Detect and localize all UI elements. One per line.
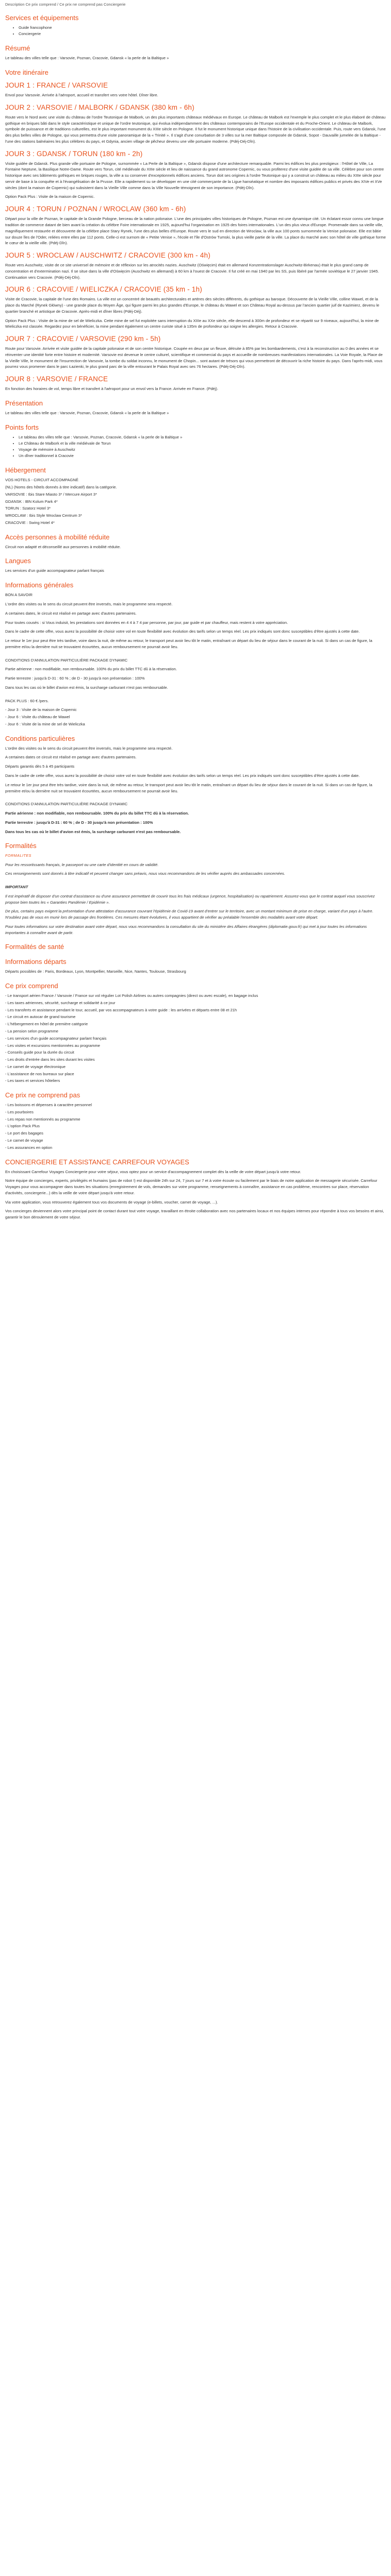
included-item: - Le circuit en autocar de grand tourisme xyxy=(5,1014,76,1020)
pack-plus-line: - Jour 6 : Visite de la mine de sel de Wieliczka xyxy=(5,721,85,726)
excluded-list xyxy=(5,1102,386,1150)
breadcrumb-home-link[interactable]: Description Ce prix comprend xyxy=(5,2,56,7)
excluded-title: Ce prix ne comprend pas xyxy=(5,1091,80,1099)
day-text: Visite de Cracovie, la capitale de l'une des Romains. La ville est un concentré de beautés architecturales et artères des siècles différents, du gothique au baroque. Découverte de la Vieille Ville, colline Wawel, et de la place du Marché (Rynek Główny) - une grande place du Moyen Âge, qui figure parmi les plus grandes d'Europe, le château du Wawel et son Château Royal au-dessus par l'ancien quartier juif de Kazimierz, devenu le quartier branché et artistique de Cracovie. Après-midi et dîner libres (Pdéj-Déj). xyxy=(5,297,380,314)
particular-cancellation-line: Dans tous les cas où le billet d'avion est émis, la surcharge carburant n'est pas remboursable. xyxy=(5,829,181,834)
day-title: JOUR 5 : WROCLAW / AUSCHWITZ / CRACOVIE (300 km - 4h) xyxy=(5,251,210,260)
included-title: Ce prix comprend xyxy=(5,982,58,990)
day-1 xyxy=(5,81,386,98)
formalities-important-para: Il est impératif de disposer d'un contrat d'assistance ou d'une assurance permettant de couvrir tous les frais médicaux (urgence, hospitalisation) ou rapatriement. Assurez-vous que le contrat auquel vous souscrivez propose bien toutes les « Garanties Pandémie / Epidémie ». xyxy=(5,893,375,905)
languages-text: Les services d'un guide accompagnateur parlant français xyxy=(5,568,104,573)
included-item: - Les taxes et services hôteliers xyxy=(5,1078,60,1083)
day-title: JOUR 8 : VARSOVIE / FRANCE xyxy=(5,375,108,383)
excluded-item: - Les boissons et dépenses à caractère personnel xyxy=(5,1103,92,1108)
day-title: JOUR 2 : VARSOVIE / MALBORK / GDANSK (380 km - 6h) xyxy=(5,103,194,111)
itinerary-title: Votre itinéraire xyxy=(5,69,48,77)
lodging-line: WROCLAW : Ibis Style Wroclaw Centrum 3* xyxy=(5,513,82,518)
health-title: Formalités de santé xyxy=(5,943,64,951)
particular-cancellation-line: Partie aérienne : non modifiable, non remboursable. 100% du prix du billet TTC dû à la réservation. xyxy=(5,811,189,816)
day-title: JOUR 6 : CRACOVIE / WIELICZKA / CRACOVIE (35 km - 1h) xyxy=(5,285,202,294)
services-title: Services et équipements xyxy=(5,14,79,22)
concierge-para: Via votre application, vous retrouverez également tous vos documents de voyage (e-billets, voucher, carnet de voyage, ...). xyxy=(5,1199,218,1205)
lodging-lines xyxy=(5,477,386,526)
day-4 xyxy=(5,205,386,246)
concierge-para: Notre équipe de concierges, experts, privilégiés et humains (pas de robot !) est disponible 24h sur 24, 7 jours sur 7 et à votre écoute ou facilement par le biais de notre application de messagerie sécurisée. Carrefour Voyages pour vous accompagner dans toutes les situations (enregistrement de vols, demandes sur votre programme, renseignements à connaître, assistance en cas problème, rencontres sur place, réservation d'activités, conciergerie...) dès la veille de votre départ jusqu'à votre retour. xyxy=(5,1178,378,1195)
excluded-item: - Les assurances en option xyxy=(5,1145,53,1150)
general-info-para: A certaines dates, le circuit est réalisé en partage avec d'autres partenaires. xyxy=(5,611,137,616)
presentation-text: Le tableau des villes telle que : Varsovie, Poznan, Cracovie, Gdansk « la perle de la Baltique » xyxy=(5,411,169,416)
day-text: Départ pour la ville de Poznan, le capitale de la Grande Pologne, berceau de la nation polonaise. L'une des principales villes historiques de Pologne, Poznan est une dynamique cité. Un éclatant essor connu une longue tradition de commerce datant de bien avant la création du célèbre Foire internationale en 1925, aujourd'hui l'organisation en 1925 des foires internationales. L'un des plus vieux d'Europe. Promenade dans sa vieille ville, magnifiquement restaurée et découverte de la célèbre place Stary Rynek, l'une des plus belles d'Europe. Route vers le sud en direction de Wroclaw, la ville aux 100 ponts surnommée la Venise polonaise. Elle est bâtie sur douze îles de l'Oder, reliées entre elles par 112 ponts. Celle-ci est surnom de « Petite Venise », l'école et l'île d'Ostrów Tumski, la plus vieille partie de la ville. La place du marché avec son hôtel de ville gothique forme le cœur de la vieille ville. (Pdéj-Dîn). xyxy=(5,216,386,246)
day-3 xyxy=(5,150,386,200)
excluded-item: - L'option Pack Plus xyxy=(5,1124,40,1129)
services-list xyxy=(5,25,386,37)
day-title: JOUR 4 : TORUN / POZNAN / WROCLAW (360 km - 6h) xyxy=(5,205,186,213)
day-5 xyxy=(5,251,386,280)
day-title: JOUR 7 : CRACOVIE / VARSOVIE (290 km - 5h) xyxy=(5,335,161,343)
general-info-subtitle: BON A SAVOIR xyxy=(5,592,33,598)
pack-plus-title: PACK PLUS : 60 € /pers. xyxy=(5,698,49,703)
general-info-para: Le retour le 1er jour peut être très tardive, voire dans la nuit, de même au retour, le transport peut avoir lieu tôt le matin, entraînant un départ du lieu de séjour dans le courant de la nuit. Si dans un cas de figure, la première et/ou la dernière nuit se trouvaient écourtées, aucun remboursement ne pourrait avoir lieu. xyxy=(5,638,372,649)
cancellation-line: Partie terrestre : jusqu'à D-31 : 60 % ; de D - 30 jusqu'à non présentation : 100% xyxy=(5,676,145,681)
day-title: JOUR 3 : GDANSK / TORUN (180 km - 2h) xyxy=(5,149,143,158)
lodging-line: VOS HOTELS - CIRCUIT ACCOMPAGNÉ xyxy=(5,478,78,483)
lodging-line: (NL) (Noms des hôtels donnés à titre indicatif) dans la catégorie. xyxy=(5,485,117,490)
highlight-item: • Le Château de Malbork et la ville médiévale de Torun xyxy=(19,440,386,447)
excluded-item: - Les pourboires xyxy=(5,1109,34,1114)
summary-title: Résumé xyxy=(5,44,30,53)
presentation-title: Présentation xyxy=(5,399,43,408)
languages-title: Langues xyxy=(5,557,31,565)
particular-cancellation-line: Partie terrestre : jusqu'à D-31 : 60 % ; de D - 30 jusqu'à non présentation : 100% xyxy=(5,820,153,825)
included-item: - L'assistance de nos bureaux sur place xyxy=(5,1071,74,1076)
general-info-title: Informations générales xyxy=(5,581,74,589)
particular-para: Dans le cadre de cette offre, vous aurez la possibilité de choisir votre vol en toute flexibilité avec évolution des tarifs selon un temps réel. Les prix indiqués sont donc susceptibles d'être ajustés à cette date. xyxy=(5,773,360,778)
particular-para: Le retour le 1er jour peut être très tardive, voire dans la nuit, de même au retour, le transport peut avoir lieu tôt le matin, entraînant un départ du lieu de séjour dans le courant de la nuit. Si dans un cas de figure, la première et/ou la dernière nuit se trouvaient écourtées, aucun remboursement ne pourrait avoir lieu. xyxy=(5,782,372,793)
day-2 xyxy=(5,104,386,145)
formalities-label: FORMALITES xyxy=(5,853,31,858)
pack-plus-line: - Jour 6 : Visite du château de Wawel xyxy=(5,715,70,720)
day-text: Route vers Auschwitz, visite de ce site universel de mémoire et de réflexion sur les atrocités nazies. Auschwitz (Oświęcim) était en allemand Konzentrationslager Auschwitz-Birkenau) était le plus grand camp de concentration et d'extermination nazi. Il se situe dans la ville d'Oświęcim (Auschwitz en allemand) à 60 km à l'ouest de Cracovie. Il fut créé en mai 1940 par les SS, puis libéré par l'armée soviétique le 27 janvier 1945. Continuation vers Cracovie. (Pdéj-Déj-Dîn). xyxy=(5,263,379,280)
services-item: • Guide francophone xyxy=(19,25,386,31)
included-item: - Les taxes aériennes, sécurité, surcharge et solidarité à ce jour xyxy=(5,1000,116,1005)
day-7 xyxy=(5,335,386,370)
day-text: Route pour Varsovie. Arrivée et visite guidée de la capitale polonaise et de son centre historique. Coupée en deux par un fleuve, détruite à 85% par les bombardements, c'est à la reconstruction au 0 des années et se réinventer une identité forte entre histoire et modernité. Varsovie est devenue le centre culturel, scientifique et commercial du pays et accueille de nombreuses manifestations internationales. La Voie Royale, la Place de la Vieille Ville, le monument de l'Insurrection de Varsovie, la tombe du soldat inconnu, le monument de Chopin... sont autant de trésors qui vous permettront de découvrir la riche histoire du pays. Dans l'après-midi, vous pourrez vous promener dans le parc Łazienki, le plus grand parc de la ville entourant le Palais Royal avec ses 76 hectares. (Pdéj-Déj-Dîn). xyxy=(5,346,383,369)
day-title: JOUR 1 : FRANCE / VARSOVIE xyxy=(5,81,108,90)
formalities-important-label: IMPORTANT xyxy=(5,885,28,890)
pack-plus-lines xyxy=(5,707,386,727)
included-list xyxy=(5,993,386,1084)
day-6 xyxy=(5,285,386,330)
services-item: • Conciergerie xyxy=(19,31,386,37)
lodging-line: CRACOVIE : Swing Hotel 4* xyxy=(5,520,55,525)
summary-text: Le tableau des villes telle que : Varsovie, Poznan, Cracovie, Gdansk « la perle de la Baltique » xyxy=(5,56,169,61)
formalities-important-para: Pour toutes informations sur votre destination avant votre départ, nous vous recommandons la consultation du site du ministère des Affaires étrangères (diplomatie.gouv.fr) qui met à jour toutes les informations importantes à connaître avant de partir. xyxy=(5,924,367,935)
highlight-item: • Un dîner traditionnel à Cracovie xyxy=(19,453,386,459)
highlights-title: Points forts xyxy=(5,423,39,431)
cancellation-title: CONDITIONS D'ANNULATION PARTICULIÈRE PACKAGE DYNAMIC xyxy=(5,657,128,663)
particular-para: A certaines dates ce circuit est réalisé en partage avec d'autres partenaires. xyxy=(5,755,137,760)
general-info-para: Dans le cadre de cette offre, vous aurez la possibilité de choisir votre vol en toute flexibilité avec évolution des tarifs selon un temps réel. Les prix indiqués sont donc susceptibles d'être ajustés à cette date. xyxy=(5,629,360,634)
day-text: En fonction des horaires de vol, temps libre et transfert à l'aéroport pour un envol vers la France. Arrivée en France. (Pdéj). xyxy=(5,386,218,392)
day-text: Visite guidée de Gdansk. Plus grande ville portuaire de Pologne, surnommée « La Perle de la Baltique », Gdansk dispose d'une architecture remarquable. Parmi les édifices les plus prestigieux : l'Hôtel de Ville, La Fontaine Neptune, la Basilique Notre-Dame. Route vers Torun, cité médiévale du XIIIe siècle et lieu de naissance du grand astronome Copernic, ou vous profiterez d'une visite guidée de sa ville. Célèbre pour son centre historique avec ses bâtiments gothiques en briques rouges, la ville a su conserver d'exceptionnels édifices anciens. Torun doit ses origines à l'ordre Teutonique qui y a construit un château au milieu du XIIIe siècle pour servir de base à la conquête et à l'évangélisation de la Prusse. Elle a rapidement su se développer en une cité commerçante de la Ligue hanséatique et nombre des imposants édifices publics et privés des XIVe et XVe siècles (dont la maison de Copernic) qui subsistent dans la Vieille Ville comme dans la Ville Nouvelle témoignent de son importance. (Pdéj-Dîn). xyxy=(5,161,384,190)
included-item: - Le transport aérien France / Varsovie / France sur vol régulier Lot Polish Airlines ou autres compagnies (direct ou avec escale), en bagage inclus xyxy=(5,993,258,998)
day-option: Option Pack Plus : Visite de la maison de Copernic. xyxy=(5,194,95,199)
departure-text: Départs possibles de : Paris, Bordeaux, Lyon, Montpellier, Marseille, Nice, Nantes, Toulouse, Strasbourg xyxy=(5,969,186,974)
particular-title: Conditions particulières xyxy=(5,734,75,742)
particular-para: L'ordre des visites ou le sens du circuit peuvent être inversés, mais le programme sera respecté. xyxy=(5,745,173,751)
formalities-title: Formalités xyxy=(5,842,37,850)
included-item: - La pension selon programme xyxy=(5,1029,58,1034)
lodging-line: GDANSK : IBN Kolum Park 4* xyxy=(5,499,58,504)
particular-cancellation-title: CONDITIONS D'ANNULATION PARTICULIÈRE PACKAGE DYNAMIC xyxy=(5,802,128,807)
lodging-line: VARSOVIE : Ibis Stare Miasto 3* / Mercure Airport 3* xyxy=(5,492,97,497)
included-item: - Le carnet de voyage électronique xyxy=(5,1064,66,1069)
formalities-para: Pour les ressortissants français, le passeport ou une carte d'identité en cours de validité. xyxy=(5,862,159,867)
concierge-title: CONCIERGERIE ET ASSISTANCE CARREFOUR VOYAGES xyxy=(5,1158,189,1166)
formalities-para: Ces renseignements sont donnés à titre indicatif et peuvent changer sans préavis, nous vous recommandons de les vérifier auprès des ambassades concernées. xyxy=(5,871,285,876)
day-text: Route vers le Nord avec une visite du château de l'ordre Teutonique de Malbork, un des plus importants châteaux médiévaux en Europe. Le château de Malbork est l'exemple le plus complet et le plus élaboré de château gothique en briques bâti dans le style caractéristique et unique de l'ordre teutonique, qui évolua indépendamment des châteaux contemporains de l'Europe occidentale et du Proche-Orient. Le château de Malbork, symbole de puissance et de traditions culturelles, est le plus important monument du XIIIe siècle en Pologne. Il fut le monument historique unique dans l'histoire de la civilisation occidentale. Puis, route vers Gdansk, l'une des plus belles villes de Pologne, qui vous permettra d'une visite panoramique de la « Trinité ». Il s'agit d'une conurbation de 3 villes sur la mer Baltique composée de Gdansk, Sopot - Dauvaille jumelée de la Baltique - l'une des stations balnéaires les plus célèbres du pays, et Gdynia, ancien village de pêcheur devenu une ville portuaire moderne. (Pdéj-Déj-Dîn). xyxy=(5,114,386,144)
general-info-para: Pour toutes cousés : si Vous induisit, les prestations sont données en 4 4 à 7 4 par personne, par jour, par guide et par chauffeur, mais restent à votre appréciation. xyxy=(5,620,288,625)
included-item: - L'hébergement en hôtel de première catégorie xyxy=(5,1022,88,1027)
pack-plus-line: - Jour 3 : Visite de la maison de Copernic xyxy=(5,707,77,713)
cancellation-line: Partie aérienne : non modifiable, non remboursable. 100% du prix du billet TTC dû à la réservation. xyxy=(5,667,177,672)
breadcrumb-separator: / xyxy=(56,2,60,7)
particular-para: Départs garantis dès 5 à 45 participants xyxy=(5,764,75,769)
excluded-item: - Les repas non mentionnés au programme xyxy=(5,1116,80,1122)
page xyxy=(0,0,391,1229)
included-item: - Conseils guide pour la durée du circuit xyxy=(5,1050,74,1055)
included-item: - Les services d'un guide accompagnateur parlant français xyxy=(5,1036,107,1041)
day-8 xyxy=(5,375,386,392)
breadcrumb-current-link[interactable]: Ce prix ne comprend pas Conciergerie xyxy=(59,2,126,7)
excluded-item: - Le carnet de voyage xyxy=(5,1138,43,1143)
concierge-para: En choisissant Carrefour Voyages Conciergerie pour votre séjour, vous optez pour un service d'accompagnement complet dès la veille de votre départ jusqu'à votre retour. xyxy=(5,1169,301,1174)
highlight-item: • Le tableau des villes telle que : Varsovie, Poznan, Cracovie, Gdansk « la perle de la Baltique » xyxy=(19,434,386,440)
highlights-list xyxy=(5,434,386,460)
day-option: Option Pack Plus : Visite de la mine de sel de Wieliczka. Cette mine de sel fut exploitée sans interruption du XIIIe au XXe siècle, elle descend à 300m de profondeur et se répartit sur 9 niveaux, aujourd'hui, la mine de Wieliczka est classée. Regardez pour en bénéficier, la mine pendant également un centre curiste situé à 135m de profondeur qui soigne les allergies. Retour à Cracovie. xyxy=(5,318,379,329)
departure-title: Informations départs xyxy=(5,958,67,966)
included-item: - Les droits d'entrée dans les sites durant les visites xyxy=(5,1057,95,1062)
included-item: - Les visites et excursions mentionnées au programme xyxy=(5,1043,101,1048)
lodging-line: TORUN : Szatorz Hotel 3* xyxy=(5,506,51,511)
lodging-title: Hébergement xyxy=(5,466,46,474)
mobility-title: Accès personnes à mobilité réduite xyxy=(5,533,110,541)
formalities-important-para: De plus, certains pays exigent la présentation d'une attestation d'assurance couvrant l'épidémie de Covid-19 avant d'entrer sur le territoire, avec un montant minimum de prise en charge, variant d'un pays à l'autre. N'oubliez pas de vous en munir lors de passage des frontières. Ces mesures étant évolutives, il vous appartient de vérifier au préalable l'ensemble des modalités avant votre départ. xyxy=(5,909,373,920)
included-item: - Les transferts et assistance pendant le tour, accueil, par vos accompagnateurs à votre guide : les arrivées et départs entre 08 et 21h xyxy=(5,1007,237,1012)
general-info-para: L'ordre des visites ou le sens du circuit peuvent être inversés, mais le programme sera respecté. xyxy=(5,602,173,606)
mobility-text: Circuit non adapté et déconseillé aux personnes à mobilité réduite. xyxy=(5,544,121,549)
concierge-para: Vos concierges deviennent alors votre principal point de contact durant tout votre voyage, travaillant en étroite collaboration avec nos partenaires locaux et nos équipes internes pour répondre à tous vos besoins et ainsi, garantir le bon déroulement de votre séjour. xyxy=(5,1209,384,1220)
breadcrumb xyxy=(5,2,386,7)
cancellation-line: Dans tous les cas où le billet d'avion est émis, la surcharge carburant n'est pas remboursable. xyxy=(5,685,168,690)
excluded-item: - Le port des bagages xyxy=(5,1131,43,1136)
day-text: Envol pour Varsovie. Arrivée à l'aéroport, accueil et transfert vers votre hôtel. Dîner libre. xyxy=(5,93,158,98)
highlight-item: • Voyage de mémoire à Auschwitz xyxy=(19,447,386,453)
